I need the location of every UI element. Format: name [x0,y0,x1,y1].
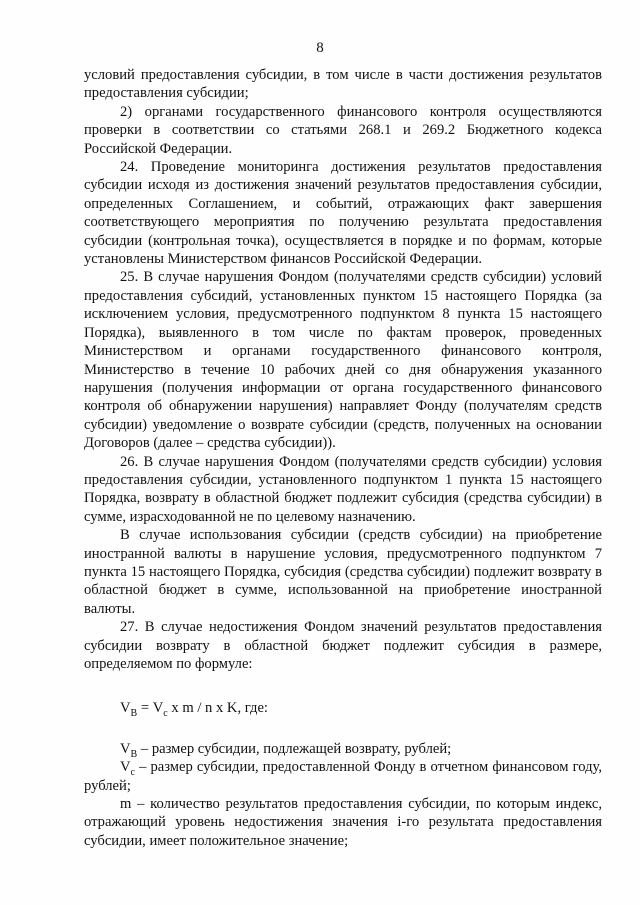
paragraph: 27. В случае недостижения Фондом значений результатов предоставления субсидии возврату в областной бюджет подлежит субсидия в размере, определяемом по формуле: [84,619,602,672]
paragraph: условий предоставления субсидии, в том числе в части достижения результатов предоставления субсидии; [84,67,602,102]
formula-rest: x m / n x K, где: [167,700,268,717]
def-text: – размер субсидии, предоставленной Фонду в отчетном финансовом году, рублей; [84,759,602,794]
formula-sub: В [130,708,138,720]
page-number: 8 [316,40,324,56]
def-text: – размер субсидии, подлежащей возврату, рублей; [140,740,452,757]
formula-v: V [120,700,131,717]
paragraph: 2) органами государственного финансового контроля осуществляются проверки в соответствии со статьями 268.1 и 269.2 Бюджетного кодекса Российской Федерации. [84,103,602,157]
def-symbol: V [120,740,131,757]
formula-eq: = [137,700,153,717]
document-body [84,66,602,850]
definition: m – количество результатов предоставления субсидии, по которым индекс, отражающий уровень недостижения значения i-го результата предоставления субсидии, имеет положительное значение; [84,796,602,849]
formula-v: V [152,700,164,717]
paragraph: 26. В случае нарушения Фондом (получателями средств субсидии) условия предоставления субсидии, установленного подпунктом 1 пункта 15 настоящего Порядка, возврату в областной бюджет подлежит субсидия (средства субсидии) в сумме, израсходованной не по целевому назначению. [84,453,602,525]
definition [84,758,602,795]
definition [84,740,602,758]
def-symbol: V [120,759,131,776]
paragraph: 25. В случае нарушения Фондом (получателями средств субсидии) условий предоставления субсидий, установленных пунктом 15 настоящего Порядка (за исключением условия, предусмотренного подпунктом 8 пункта 15 настоящего Порядка), выявленного в том числе по фактам проверок, проведенных Министерством и органами государственного финансового контроля, Министерство в течение 10 рабочих дней со дня обнаружения указанного нарушения (получения информации от органа государственного финансового контроля об обнаружении нарушения) направляет Фонду (получателям средств субсидии) уведомление о возврате субсидии (средств, полученных на основании Договоров (далее – средства субсидии)). [84,269,602,452]
def-symbol-sub: В [130,748,138,760]
formula [84,699,602,720]
def-symbol-sub: с [130,767,135,779]
formula-sub: с [163,708,168,720]
paragraph: В случае использования субсидии (средств субсидии) на приобретение иностранной валюты в нарушение условия, предусмотренного подпунктом 7 пункта 15 настоящего Порядка, субсидия (средства субсидии) подлежит возврату в областной бюджет в сумме, использованной на приобретение иностранной валюты. [84,527,602,617]
paragraph: 24. Проведение мониторинга достижения результатов предоставления субсидии исходя из достижения значений результатов предоставления субсидии, определенных Соглашением, и событий, отражающих факт завершения соответствующего мероприятия по получению результата предоставления субсидии (контрольная точка), осуществляется в порядке и по формам, которые установлены Министерством финансов Российской Федерации. [84,159,602,268]
